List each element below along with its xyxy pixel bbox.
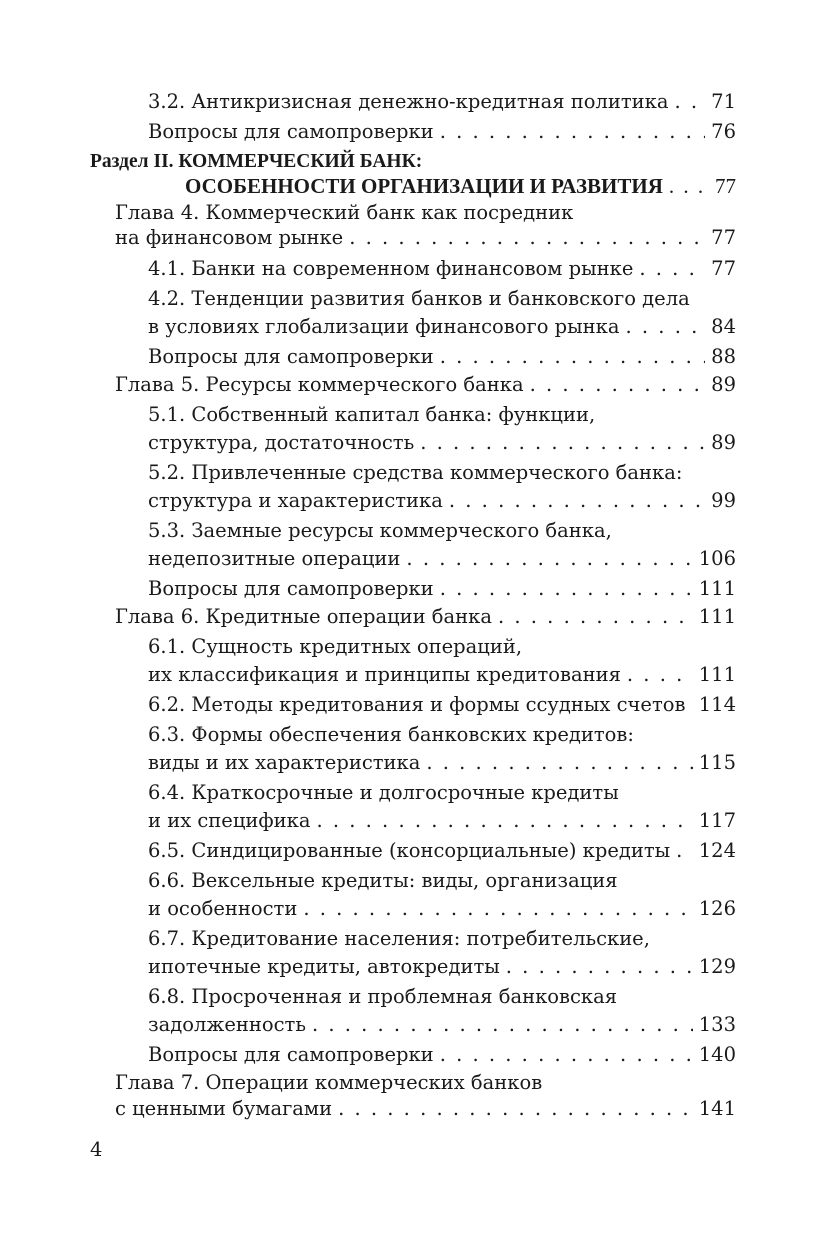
toc-entry-title: и особенности [148,897,298,920]
leader-dots [691,693,692,717]
toc-page-number: 126 [698,897,736,920]
toc-page-number: 124 [698,839,736,862]
leader-dots [440,1043,693,1067]
toc-entry-6-7-line1: 6.7. Кредитование населения: потребительские, [148,927,650,950]
leader-dots [627,663,693,687]
leader-dots [639,257,705,281]
toc-entry-6-4-line1: 6.4. Краткосрочные и долгосрочные кредиты [148,781,619,804]
leader-dots [303,897,692,921]
toc-entry-5-2-line1: 5.2. Привлеченные средства коммерческого банка: [148,461,683,484]
section-2-title-line1: Раздел II. КОММЕРЧЕСКИЙ БАНК: [90,151,423,172]
toc-entry-title: 6.5. Синдицированные (консорциальные) кредиты [148,839,671,862]
toc-entry-questions-ch3 [148,120,736,144]
toc-entry-title: их классификация и принципы кредитования [148,663,621,686]
toc-entry-title: задолженность [148,1013,306,1036]
toc-page-number: 111 [698,605,736,628]
leader-dots [675,90,706,114]
leader-dots [349,226,705,250]
toc-entry-title: ОСОБЕННОСТИ ОРГАНИЗАЦИИ И РАЗВИТИЯ [185,174,663,198]
toc-page-number: 117 [698,809,736,832]
toc-entry-4-2-line2 [148,315,736,339]
leader-dots [440,345,705,369]
toc-entry-title: 4.1. Банки на современном финансовом рынке [148,257,634,280]
leader-dots [440,120,705,144]
toc-entry-title: 6.2. Методы кредитования и формы ссудных счетов [148,693,686,716]
leader-dots [530,373,706,397]
toc-entry-title: Вопросы для самопроверки [148,120,434,143]
toc-entry-title: Вопросы для самопроверки [148,345,434,368]
toc-entry-6-1-line2 [148,663,736,687]
toc-page-number: 76 [711,120,736,143]
toc-entry-title: Глава 5. Ресурсы коммерческого банка [115,373,524,396]
toc-entry-6-8-line1: 6.8. Просроченная и проблемная банковская [148,985,618,1008]
toc-entry-6-8-line2 [148,1013,736,1037]
toc-entry-5-3-line1: 5.3. Заемные ресурсы коммерческого банка, [148,519,612,542]
leader-dots [316,809,692,833]
leader-dots [312,1013,693,1037]
chapter-4-title-line2 [115,226,736,250]
toc-entry-6-3-line2 [148,751,736,775]
toc-page-number: 111 [698,577,736,600]
toc-entry-6-7-line2 [148,955,736,979]
leader-dots [506,955,693,979]
toc-entry-6-3-line1: 6.3. Формы обеспечения банковских кредитов: [148,723,634,746]
toc-page-number: 111 [698,663,736,686]
chapter-6-title [115,605,736,629]
toc-entry-6-6-line1: 6.6. Вексельные кредиты: виды, организация [148,869,618,892]
toc-entry-questions-ch6 [148,1043,736,1067]
toc-entry-title: структура, достаточность [148,431,415,454]
toc-entry-6-5 [148,839,736,863]
chapter-7-title-line1: Глава 7. Операции коммерческих банков [115,1071,543,1094]
toc-page-number: 141 [698,1097,736,1120]
toc-entry-4-1 [148,257,736,281]
toc-entry-title: Вопросы для самопроверки [148,1043,434,1066]
toc-page-number: 89 [711,373,736,396]
toc-page-number: 140 [698,1043,736,1066]
toc-entry-4-2-line1: 4.2. Тенденции развития банков и банковского дела [148,287,690,310]
leader-dots [498,605,693,629]
leader-dots [406,547,692,571]
toc-entry-title: недепозитные операции [148,547,401,570]
toc-entry-questions-ch5 [148,577,736,601]
toc-entry-title: структура и характеристика [148,489,443,512]
chapter-7-title-line2 [115,1097,736,1121]
chapter-4-title-line1: Глава 4. Коммерческий банк как посредник [115,201,574,224]
leader-dots [426,751,692,775]
toc-entry-title: ипотечные кредиты, автокредиты [148,955,500,978]
leader-dots [676,839,693,863]
leader-dots [449,489,705,513]
toc-page-number: 133 [698,1013,736,1036]
section-2-title-line2 [185,174,736,198]
leader-dots [420,431,705,455]
toc-entry-title: Вопросы для самопроверки [148,577,434,600]
toc-entry-5-1-line1: 5.1. Собственный капитал банка: функции, [148,403,596,426]
toc-entry-6-1-line1: 6.1. Сущность кредитных операций, [148,635,523,658]
leader-dots [669,174,709,198]
toc-page-number: 114 [698,693,736,716]
toc-page-number: 71 [711,90,736,113]
toc-page-number: 84 [711,315,736,338]
leader-dots [440,577,693,601]
toc-entry-title: и их специфика [148,809,311,832]
toc-entry-questions-ch4 [148,345,736,369]
toc-page-number: 99 [711,489,736,512]
toc-entry-6-4-line2 [148,809,736,833]
leader-dots [626,315,706,339]
page-number: 4 [90,1138,103,1161]
toc-page-number: 77 [711,226,736,249]
toc-entry-6-6-line2 [148,897,736,921]
toc-entry-5-3-line2 [148,547,736,571]
toc-entry-5-1-line2 [148,431,736,455]
toc-entry-title: 3.2. Антикризисная денежно-кредитная политика [148,90,669,113]
toc-page-number: 115 [698,751,736,774]
toc-entry-title: на финансовом рынке [115,226,344,249]
toc-entry-3-2 [148,90,736,114]
toc-entry-title: в условиях глобализации финансового рынка [148,315,620,338]
leader-dots [338,1097,693,1121]
toc-page-number: 77 [715,174,736,198]
toc-page-number: 89 [711,431,736,454]
toc-page-number: 88 [711,345,736,368]
chapter-5-title [115,373,736,397]
toc-entry-title: Глава 6. Кредитные операции банка [115,605,492,628]
toc-entry-5-2-line2 [148,489,736,513]
toc-page-number: 106 [698,547,736,570]
toc-page-number: 77 [711,257,736,280]
toc-page-number: 129 [698,955,736,978]
toc-entry-title: виды и их характеристика [148,751,421,774]
toc-entry-title: с ценными бумагами [115,1097,333,1120]
toc-entry-6-2 [148,693,736,717]
